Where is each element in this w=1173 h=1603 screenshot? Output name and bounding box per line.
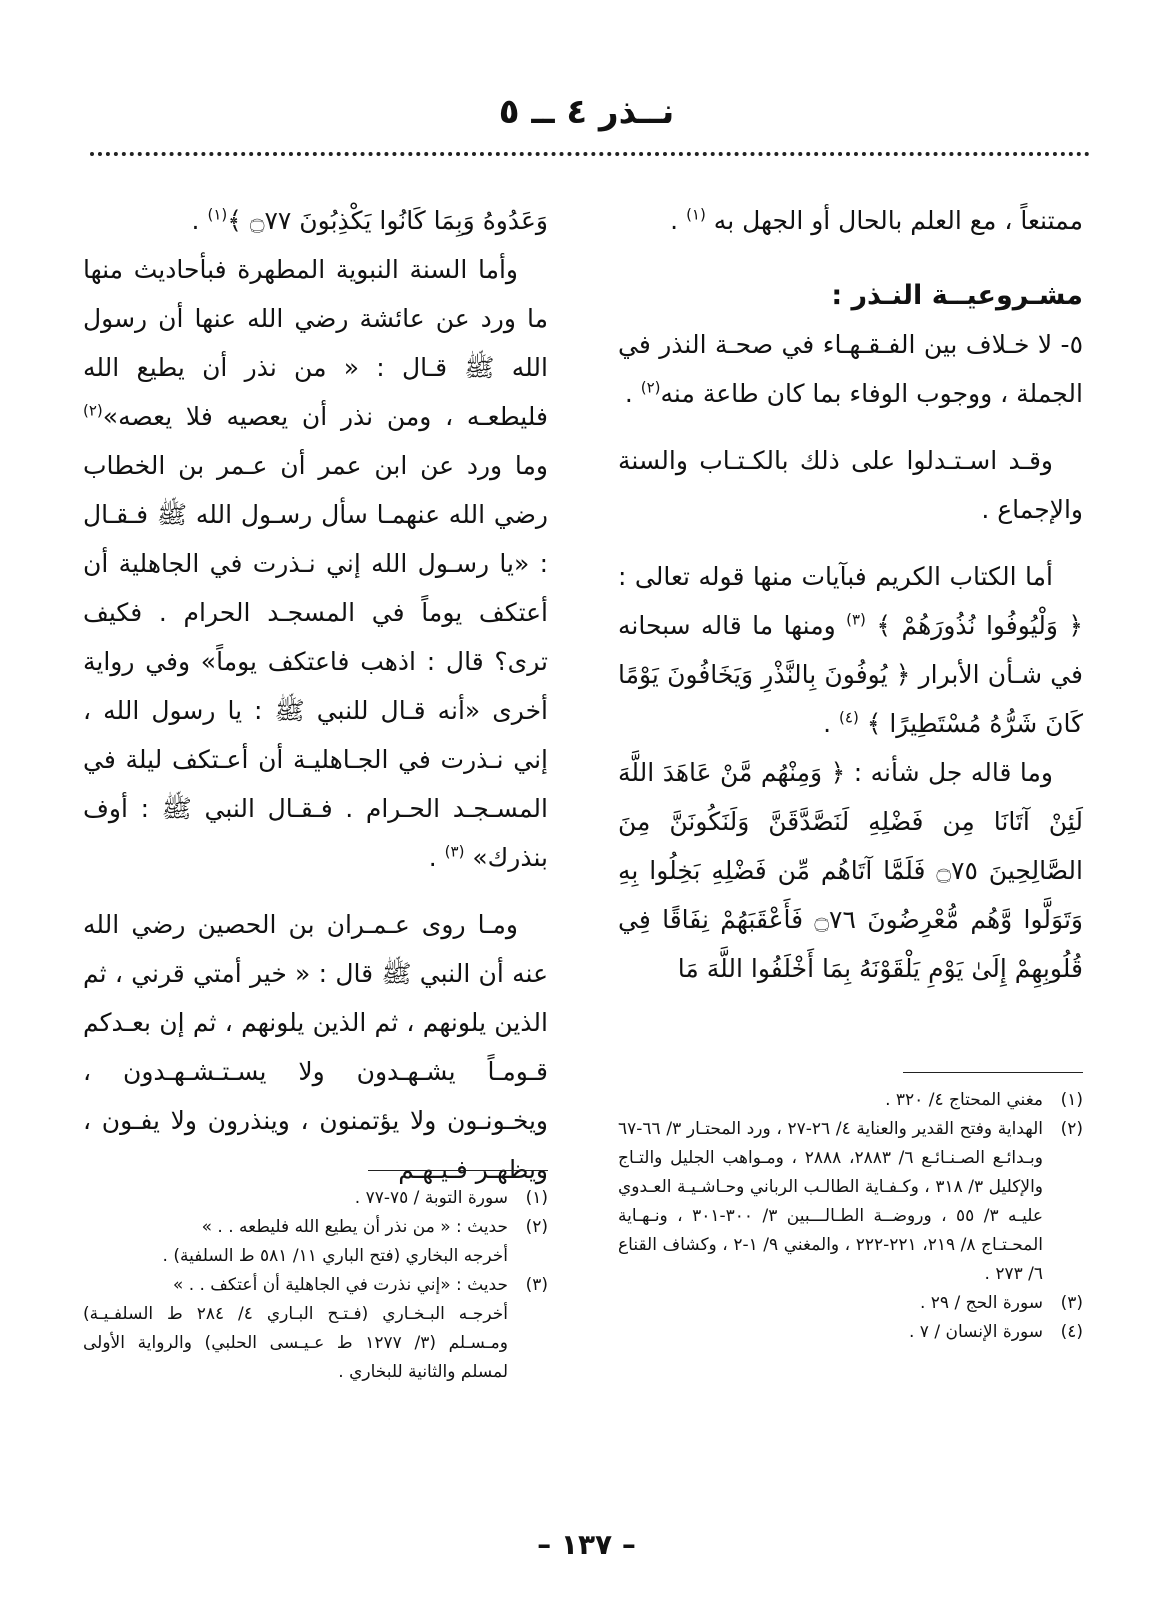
quran-verse: ﴿ وَمِنْهُم مَّنْ عَاهَدَ اللَّهَ لَئِنْ آتَانَا مِن فَضْلِهِ لَنَصَّدَّقَنَّ وَلَنَكُونَنَّ مِنَ الصَّالِحِينَ ۝٧٥ فَلَمَّا آتَاهُم مِّن فَضْلِهِ بَخِلُوا بِهِ وَتَوَلَّوا وَّهُم مُّعْرِضُونَ ۝٧٦ فَأَعْقَبَهُمْ نِفَاقًا فِي قُلُوبِهِمْ إِلَىٰ يَوْمِ يَلْقَوْنَهُ بِمَا أَخْلَفُوا اللَّهَ مَا [618,758,1083,983]
footnote: (٢) الهداية وفتح القدير والعناية ٤/ ٢٦-٢٧ ، ورد المحتـار ٣/ ٦٦-٦٧ وبـدائـع الصـنـائـع ٦/ ٢٨٨٣، ٢٨٨٨ ، ومـواهب الجليل والتـاج والإكليل ٣/ ٣١٨ ، وكـفـاية الطالـب الرباني وحـاشـيـة العـدوي عليـه ٣/ ٥٥ ، وروضــة الطـالـــبين ٣/ ٣٠٠-٣٠١ ، ونـهـاية المحـتـاج ٨/ ٢١٩، ٢٢١-٢٢٢ ، والمغني ٩/ ١-٢ ، وكشاف القناع ٦/ ٢٧٣ . [618,1119,1083,1284]
footnote-separator [903,1072,1083,1073]
quran-verse: وَعَدُوهُ وَبِمَا كَانُوا يَكْذِبُونَ ۝٧٧ ﴾ [227,206,548,235]
footnote-separator [368,1170,548,1171]
footnotes-right [618,1086,1083,1347]
quran-verse: ﴿ يُوفُونَ بِالنَّذْرِ وَيَخَافُونَ يَوْمًا كَانَ شَرُّهُ مُسْتَطِيرًا ﴾ [618,660,1083,738]
footnote-ref: (٣) [444,842,465,861]
footnote: (٤) سورة الإنسان / ٧ . [908,1322,1083,1342]
footnotes-left [83,1184,548,1387]
footnote-ref: (١) [207,205,228,224]
page-number: – ١٣٧ – [537,1528,636,1561]
footnote-ref: (١) [686,205,706,224]
quran-verse: ﴿ وَلْيُوفُوا نُذُورَهُمْ ﴾ [876,611,1083,640]
footnote: (٣) سورة الحج / ٢٩ . [919,1293,1083,1313]
footnote: (٣) حديث : «إني نذرت في الجاهلية أن أعتكف . . » أخرجـه البـخـاري (فـتـح البـاري ٤/ ٢٨٤ ط السلفـيـة) ومـسـلم (٣/ ١٢٧٧ ط عـيـسى الحلبي) والرواية الأولى لمسلم والثانية للبخاري . [83,1275,548,1382]
paragraph: ٥- لا خـلاف بين الفـقـهـاء في صحـة النذر في الجملة ، ووجوب الوفاء بما كان طاعة منه$^{(٢)}$ . [618,330,1083,408]
paragraph: وَعَدُوهُ وَبِمَا كَانُوا يَكْذِبُونَ ۝٧٧ ﴾$^{(١)}$ . [191,205,548,235]
footnote: (٢) حديث : « من نذر أن يطيع الله فليطعه . . » أخرجه البخاري (فتح الباري ١١/ ٥٨١ ط السلفية) . [162,1217,548,1266]
right-column [618,196,1083,993]
footnote: (١) مغني المحتاج ٤/ ٣٢٠ . [885,1090,1083,1110]
footnote-ref: (٤) [839,708,859,727]
footnote-ref: (٣) [846,610,866,629]
paragraph: ومـا روى عـمـران بن الحصين رضي الله عنه أن النبي ﷺ قال : « خير أمتي قرني ، ثم الذين يلونهم ، ثم الذين يلونهم ، ثم إن بعـدكم قـومـاً يشـهـدون ولا يسـتـشـهـدون ، ويخـونـون ولا يؤتمنون ، وينذرون ولا يفـون ، ويظهـر فـيـهـم [83,910,548,1184]
left-column [83,196,548,1194]
paragraph: ممتنعاً ، مع العلم بالحال أو الجهل به $^{(١)}$ . [670,205,1083,235]
footnote: (١) سورة التوبة / ٧٥-٧٧ . [354,1188,548,1208]
paragraph: وقـد اسـتـدلوا على ذلك بالكـتـاب والسنة والإجماع . [618,446,1083,524]
paragraph: وما قاله جل شأنه : ﴿ وَمِنْهُم مَّنْ عَاهَدَ اللَّهَ لَئِنْ آتَانَا مِن فَضْلِهِ لَنَصَّدَّقَنَّ وَلَنَكُونَنَّ مِنَ الصَّالِحِينَ ۝٧٥ فَلَمَّا آتَاهُم مِّن فَضْلِهِ بَخِلُوا بِهِ وَتَوَلَّوا وَّهُم مُّعْرِضُونَ ۝٧٦ فَأَعْقَبَهُمْ نِفَاقًا فِي قُلُوبِهِمْ إِلَىٰ يَوْمِ يَلْقَوْنَهُ بِمَا أَخْلَفُوا اللَّهَ مَا [618,758,1083,983]
page-title: نــذر ٤ ــ ٥ [498,92,675,132]
footnote-ref: (٢) [83,401,103,420]
paragraph: أما الكتاب الكريم فبآيات منها قوله تعالى : ﴿ وَلْيُوفُوا نُذُورَهُمْ ﴾ $^{(٣)}$ ومنها ما قاله سبحانه في شـأن الأبرار ﴿ يُوفُونَ بِالنَّذْرِ وَيَخَافُونَ يَوْمًا كَانَ شَرُّهُ مُسْتَطِيرًا ﴾ $^{(٤)}$ . [618,562,1084,738]
section-heading: مشـروعيــة النـذر : [831,280,1083,311]
dotted-divider [90,152,1090,156]
footnote-ref: (٢) [640,378,661,397]
paragraph: وأما السنة النبوية المطهرة فبأحاديث منها ما ورد عن عائشة رضي الله عنها أن رسول الله ﷺ قـال : « من نذر أن يطيع الله فليطعـه ، ومن نذر أن يعصيه فلا يعصه»$^{(٢)}$ وما ورد عن ابن عمر أن عـمر بن الخطاب رضي الله عنهمـا سأل رسـول الله ﷺ فـقـال : «يا رسـول الله إني نـذرت في الجاهلية أن أعتكف يوماً في المسجـد الحرام . فكيف ترى؟ قال : اذهب فاعتكف يوماً» وفي رواية أخرى «أنه قـال للنبي ﷺ : يا رسول الله ، إني نـذرت في الجـاهليـة أن أعـتكف ليلة في المسـجـد الحـرام . فـقـال النبي ﷺ : أوف بنذرك» $^{(٣)}$ . [83,255,548,872]
